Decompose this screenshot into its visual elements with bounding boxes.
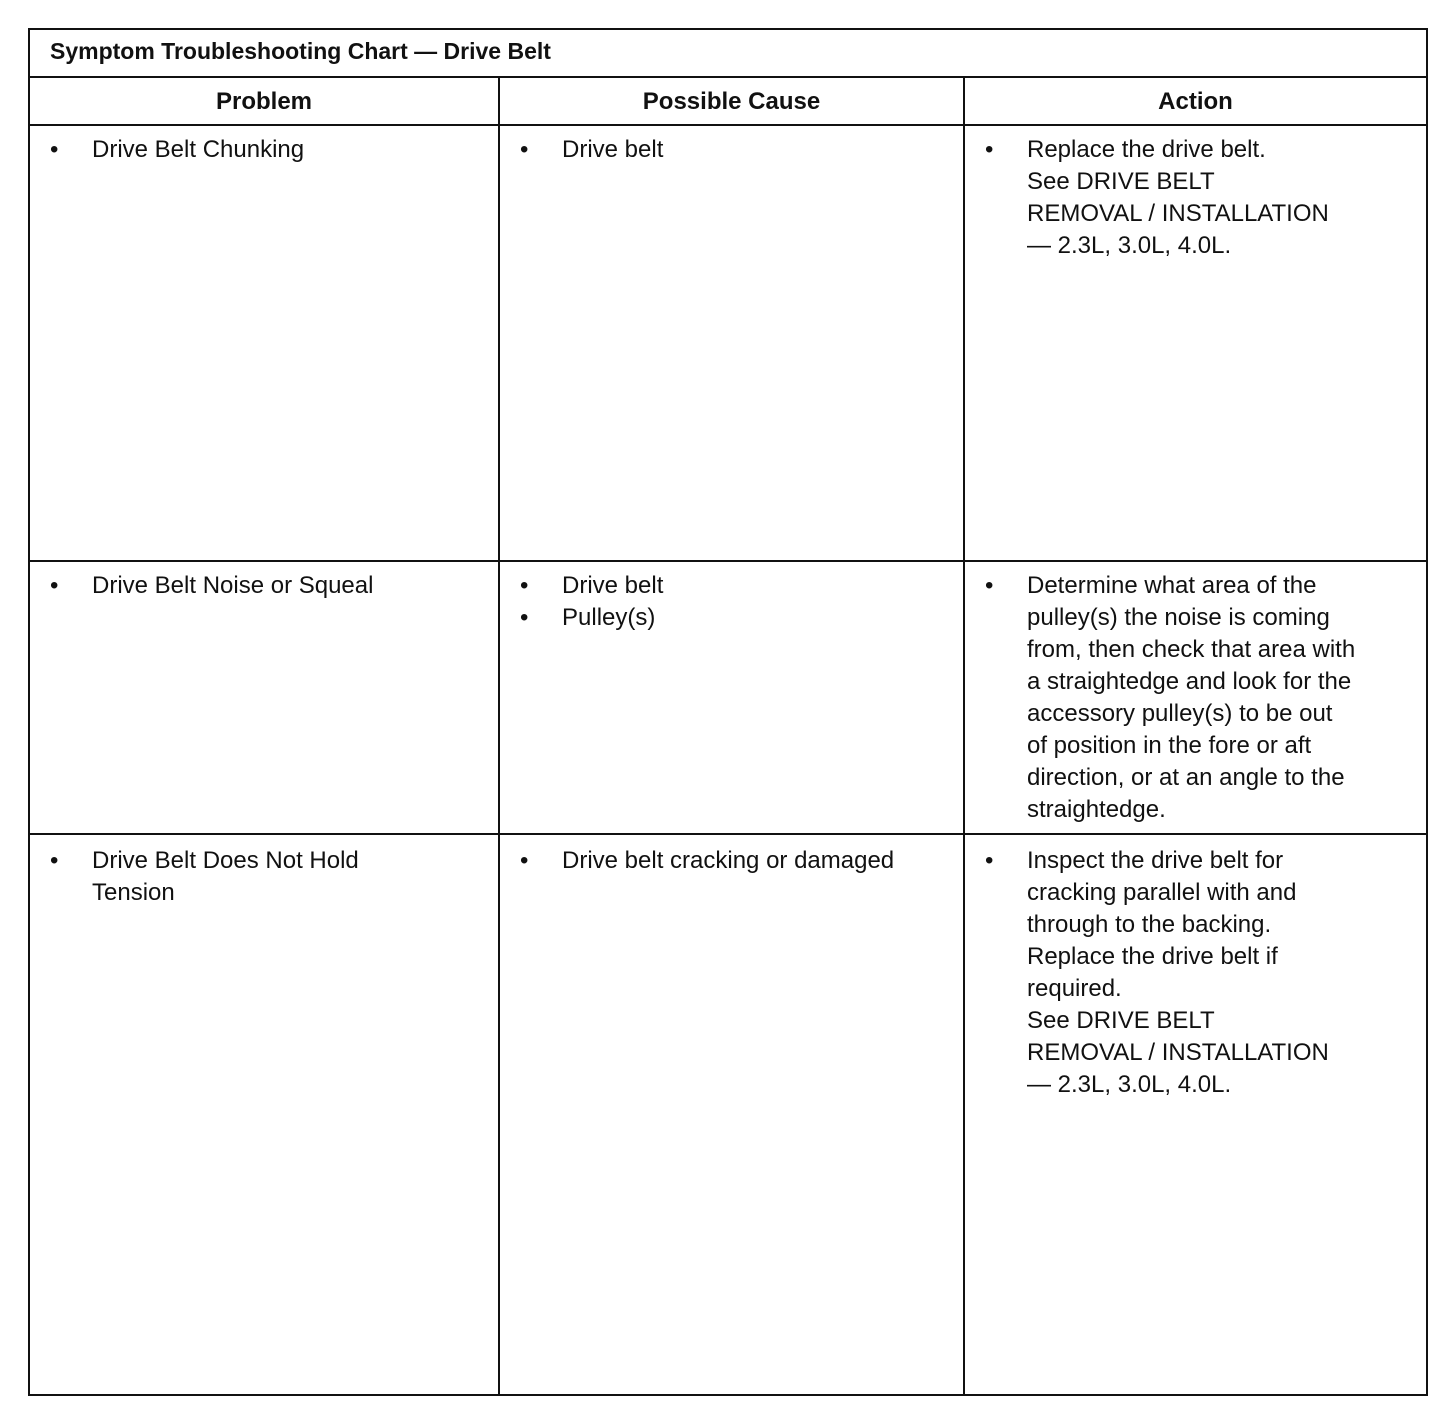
problem-item — [34, 134, 494, 166]
action-line: See DRIVE BELT — [1027, 1007, 1215, 1034]
action-cell — [969, 570, 1424, 826]
action-line: Replace the drive belt if — [1027, 943, 1278, 970]
action-line: cracking parallel with and — [1027, 879, 1297, 906]
problem-item — [34, 570, 494, 602]
action-line: pulley(s) the noise is coming — [1027, 604, 1330, 631]
action-cell — [969, 845, 1424, 1101]
action-line: Determine what area of the — [1027, 572, 1317, 599]
problem-text: Drive Belt Noise or Squeal — [92, 572, 374, 599]
header-problem: Problem — [30, 78, 498, 126]
action-line: from, then check that area with — [1027, 636, 1356, 663]
bullet-icon: • — [985, 572, 994, 599]
bullet-icon: • — [50, 572, 59, 599]
action-line: See DRIVE BELT — [1027, 168, 1215, 195]
table-title: Symptom Troubleshooting Chart — Drive Belt — [30, 30, 1426, 78]
action-line: REMOVAL / INSTALLATION — [1027, 1039, 1329, 1066]
bullet-icon: • — [985, 847, 994, 874]
action-line: a straightedge and look for the — [1027, 668, 1352, 695]
cause-item — [504, 845, 959, 877]
cause-cell — [504, 570, 959, 634]
cause-text: Drive belt cracking or damaged — [562, 847, 895, 874]
cause-cell — [504, 845, 959, 877]
action-line: direction, or at an angle to the — [1027, 764, 1345, 791]
action-line: — 2.3L, 3.0L, 4.0L. — [1027, 1071, 1232, 1098]
cause-text: Pulley(s) — [562, 604, 656, 631]
problem-text: Drive Belt Does Not Hold Tension — [92, 847, 359, 906]
column-divider — [963, 78, 965, 1394]
cause-item — [504, 134, 959, 166]
action-item — [969, 570, 1424, 826]
header-possible-cause: Possible Cause — [500, 78, 963, 126]
action-item — [969, 134, 1424, 262]
action-line: — 2.3L, 3.0L, 4.0L. — [1027, 232, 1232, 259]
bullet-icon: • — [50, 136, 59, 163]
cause-text: Drive belt — [562, 136, 664, 163]
action-item — [969, 845, 1424, 1101]
bullet-icon: • — [985, 136, 994, 163]
problem-cell — [34, 134, 494, 166]
action-line: of position in the fore or aft — [1027, 732, 1312, 759]
problem-text: Drive Belt Chunking — [92, 136, 305, 163]
problem-cell — [34, 845, 494, 909]
action-line: Inspect the drive belt for — [1027, 847, 1284, 874]
bullet-icon: • — [520, 604, 529, 631]
column-divider — [498, 78, 500, 1394]
action-cell — [969, 134, 1424, 262]
action-line: straightedge. — [1027, 796, 1166, 823]
troubleshooting-table — [28, 28, 1428, 1396]
bullet-icon: • — [520, 136, 529, 163]
action-line: Replace the drive belt. — [1027, 136, 1266, 163]
cause-item — [504, 602, 959, 634]
cause-text: Drive belt — [562, 572, 664, 599]
header-action: Action — [965, 78, 1426, 126]
action-line: required. — [1027, 975, 1122, 1002]
row-divider — [30, 560, 1426, 562]
bullet-icon: • — [520, 847, 529, 874]
bullet-icon: • — [520, 572, 529, 599]
action-line: accessory pulley(s) to be out — [1027, 700, 1333, 727]
action-line: through to the backing. — [1027, 911, 1272, 938]
action-line: REMOVAL / INSTALLATION — [1027, 200, 1329, 227]
row-divider — [30, 833, 1426, 835]
bullet-icon: • — [50, 847, 59, 874]
cause-item — [504, 570, 959, 602]
problem-item — [34, 845, 422, 909]
cause-cell — [504, 134, 959, 166]
problem-cell — [34, 570, 494, 602]
